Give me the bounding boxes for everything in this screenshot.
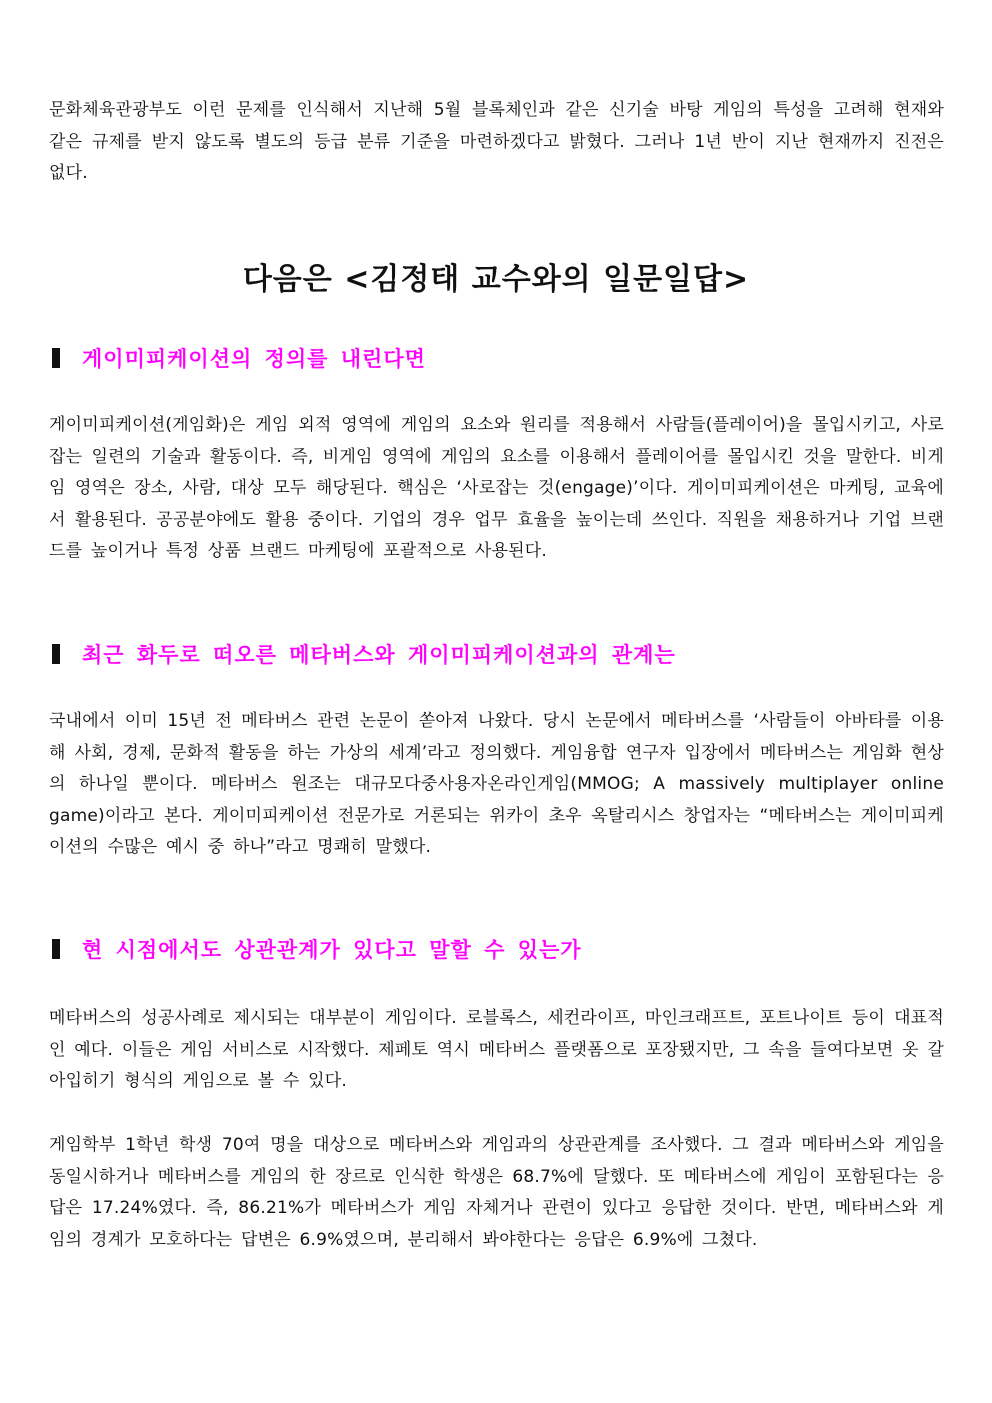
section-heading-text: 현 시점에서도 상관관계가 있다고 말할 수 있는가 bbox=[82, 938, 582, 962]
section-2-paragraph: 국내에서 이미 15년 전 메타버스 관련 논문이 쏟아져 나왔다. 당시 논문에서 메타버스를 ‘사람들이 아바타를 이용해 사회, 경제, 문화적 활동을 하는 가상의 세계’라고 정의했다. 게임융합 연구자 입장에서 메타버스는 게임화 현상의 하나일 뿐이다. 메타버스 원조는 대규모다중사용자온라인게임(MMOG; A massively multiplayer online game)이라고 본다. 게이미피케이션 전문가로 거론되는 위카이 초우 옥탈리시스 창업자는 “메타버스는 게이미피케이션의 수많은 예시 중 하나”라고 명쾌히 말했다. bbox=[49, 711, 944, 858]
section-heading-3 bbox=[52, 934, 582, 964]
section-heading-text: 최근 화두로 떠오른 메타버스와 게이미피케이션과의 관계는 bbox=[82, 643, 676, 667]
bullet-marker-icon bbox=[52, 348, 60, 368]
section-heading-text: 게이미피케이션의 정의를 내린다면 bbox=[82, 347, 426, 371]
section-heading-2 bbox=[52, 639, 676, 669]
section-3-paragraph-2: 게임학부 1학년 학생 70여 명을 대상으로 메타버스와 게임과의 상관관계를 조사했다. 그 결과 메타버스와 게임을 동일시하거나 메타버스를 게임의 한 장르로 인식한 학생은 68.7%에 달했다. 또 메타버스에 게임이 포함된다는 응답은 17.24%였다. 즉, 86.21%가 메타버스가 게임 자체거나 관련이 있다고 응답한 것이다. 반면, 메타버스와 게임의 경계가 모호하다는 답변은 6.9%였으며, 분리해서 봐야한다는 응답은 6.9%에 그쳤다. bbox=[49, 1135, 944, 1250]
intro-paragraph: 문화체육관광부도 이런 문제를 인식해서 지난해 5월 블록체인과 같은 신기술 바탕 게임의 특성을 고려해 현재와 같은 규제를 받지 않도록 별도의 등급 분류 기준을 마련하겠다고 밝혔다. 그러나 1년 반이 지난 현재까지 진전은 없다. bbox=[49, 100, 944, 184]
bullet-marker-icon bbox=[52, 644, 60, 664]
bullet-marker-icon bbox=[52, 939, 60, 959]
section-3-paragraph-1: 메타버스의 성공사례로 제시되는 대부분이 게임이다. 로블록스, 세컨라이프, 마인크래프트, 포트나이트 등이 대표적인 예다. 이들은 게임 서비스로 시작했다. 제페토 역시 메타버스 플랫폼으로 포장됐지만, 그 속을 들여다보면 옷 갈아입히기 형식의 게임으로 볼 수 있다. bbox=[49, 1008, 944, 1092]
page-title: 다음은 <김정태 교수와의 일문일답> bbox=[242, 262, 750, 297]
section-1-paragraph: 게이미피케이션(게임화)은 게임 외적 영역에 게임의 요소와 원리를 적용해서 사람들(플레이어)을 몰입시키고, 사로잡는 일련의 기술과 활동이다. 즉, 비게임 영역에 게임의 요소를 이용해서 플레이어를 몰입시킨 것을 말한다. 비게임 영역은 장소, 사람, 대상 모두 해당된다. 핵심은 ‘사로잡는 것(engage)’이다. 게이미피케이션은 마케팅, 교육에서 활용된다. 공공분야에도 활용 중이다. 기업의 경우 업무 효율을 높이는데 쓰인다. 직원을 채용하거나 기업 브랜드를 높이거나 특정 상품 브랜드 마케팅에 포괄적으로 사용된다. bbox=[49, 415, 944, 562]
section-heading-1 bbox=[52, 343, 426, 373]
